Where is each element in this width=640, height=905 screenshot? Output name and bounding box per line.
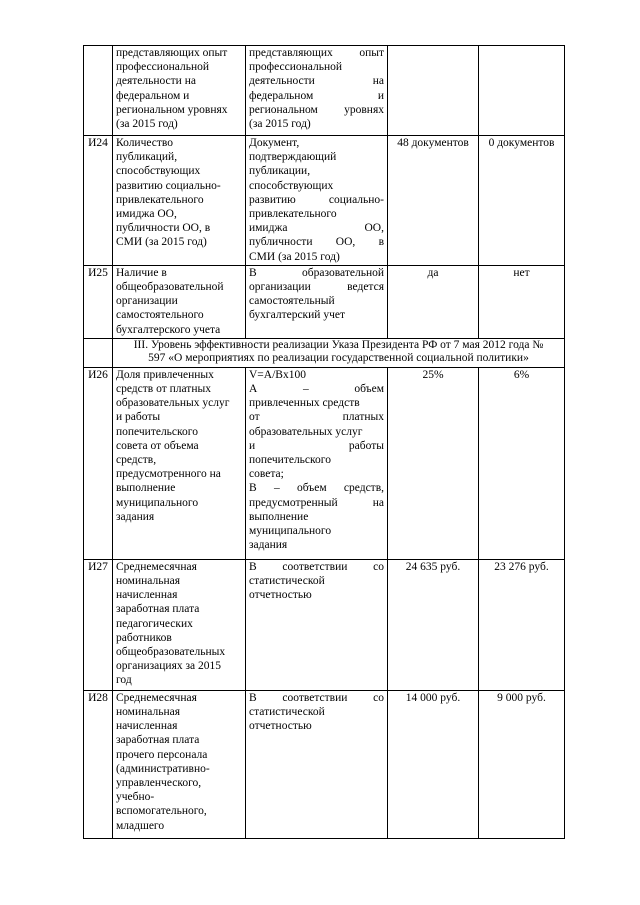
confirming-document xyxy=(246,367,388,559)
target-value: да xyxy=(388,265,479,338)
confirming-document-line: деятельности на xyxy=(249,75,384,88)
indicator-name-line: Доля привлеченных xyxy=(116,368,214,381)
indicator-name-line: общеобразовательных xyxy=(116,646,226,659)
indicator-name-line: СМИ (за 2015 год) xyxy=(116,236,207,249)
indicator-name-line: развитию социально- xyxy=(116,179,221,192)
indicator-name xyxy=(113,46,246,136)
section-header xyxy=(113,338,565,367)
indicators-table-body xyxy=(84,46,565,839)
indicator-name-line: имиджа ОО, xyxy=(116,208,177,221)
indicator-name xyxy=(113,136,246,266)
confirming-document-line: попечительского xyxy=(249,454,331,467)
indicator-name xyxy=(113,367,246,559)
indicator-name-line: управленческого, xyxy=(116,777,202,790)
indicator-name-line: младшего xyxy=(116,819,165,832)
indicator-code: И26 xyxy=(84,367,113,559)
indicator-name xyxy=(113,559,246,690)
table-row xyxy=(84,46,565,136)
confirming-document-line: В соответствии со xyxy=(249,691,384,704)
target-value xyxy=(388,46,479,136)
indicator-name-line: общеобразовательной xyxy=(116,281,224,294)
section-header-spacer xyxy=(84,338,113,367)
section-header-line: III. Уровень эффективности реализации Указа Президента РФ от 7 мая 2012 года № xyxy=(133,338,544,351)
indicator-name-line: учебно- xyxy=(116,791,155,804)
confirming-document-line: выполнение xyxy=(249,510,309,523)
table-row xyxy=(84,265,565,338)
indicator-name-line: совета от объема xyxy=(116,439,199,452)
confirming-document-line: Документ, xyxy=(249,137,300,149)
target-value: 48 документов xyxy=(388,136,479,266)
confirming-document-line: образовательных услуг xyxy=(249,425,363,438)
target-value: 14 000 руб. xyxy=(388,690,479,838)
confirming-document-line: совета; xyxy=(249,468,284,481)
indicator-name-line: начисленная xyxy=(116,589,178,602)
confirming-document-line: и работы xyxy=(249,439,384,452)
confirming-document-line: отчетностью xyxy=(249,720,312,733)
actual-value: нет xyxy=(479,265,565,338)
confirming-document-line: федеральном и xyxy=(249,89,384,102)
indicator-name-line: Среднемесячная xyxy=(116,560,197,573)
actual-value: 23 276 руб. xyxy=(479,559,565,690)
indicator-name-line: предусмотренного на xyxy=(116,468,221,481)
indicator-code: И25 xyxy=(84,265,113,338)
confirming-document-line: задания xyxy=(249,539,288,552)
confirming-document-line: В соответствии со xyxy=(249,560,384,573)
confirming-document-line: В – объем средств, xyxy=(249,482,384,495)
indicator-name-line: представляющих опыт xyxy=(116,47,228,59)
indicator-name-line: привлекательного xyxy=(116,193,204,206)
confirming-document-line: А – объем xyxy=(249,383,384,396)
confirming-document-line: статистической xyxy=(249,706,325,719)
confirming-document-line: муниципального xyxy=(249,525,332,538)
section-header-line: 597 «О мероприятиях по реализации государственной социальной политики» xyxy=(148,352,529,365)
target-value: 24 635 руб. xyxy=(388,559,479,690)
confirming-document-line: отчетностью xyxy=(249,589,312,602)
indicator-name-line: организации xyxy=(116,295,178,308)
indicator-name-line: организациях за 2015 xyxy=(116,660,222,673)
confirming-document-line: региональном уровнях xyxy=(249,103,384,116)
indicator-name-line: номинальная xyxy=(116,575,181,588)
indicator-name-line: самостоятельного xyxy=(116,309,204,322)
table-row xyxy=(84,690,565,838)
indicator-name-line: федеральном и xyxy=(116,89,190,102)
confirming-document-line: В образовательной xyxy=(249,266,384,279)
actual-value: 6% xyxy=(479,367,565,559)
confirming-document-line: самостоятельный xyxy=(249,295,335,308)
indicator-name-line: задания xyxy=(116,510,155,523)
confirming-document-line: профессиональной xyxy=(249,61,343,74)
target-value: 25% xyxy=(388,367,479,559)
indicator-name-line: профессиональной xyxy=(116,61,210,74)
actual-value xyxy=(479,46,565,136)
indicator-code: И27 xyxy=(84,559,113,690)
indicator-name-line: публикаций, xyxy=(116,151,178,164)
confirming-document-line: организации ведется xyxy=(249,281,384,294)
confirming-document xyxy=(246,690,388,838)
confirming-document-line: предусмотренный на xyxy=(249,496,384,509)
indicator-name-line: заработная плата xyxy=(116,603,200,616)
confirming-document-line: (за 2015 год) xyxy=(249,118,311,131)
confirming-document-line: подтверждающий xyxy=(249,151,337,164)
indicator-name-line: Количество xyxy=(116,137,173,149)
indicator-name-line: (административно- xyxy=(116,762,210,775)
confirming-document-line: развитию социально- xyxy=(249,193,384,206)
actual-value: 0 документов xyxy=(479,136,565,266)
indicator-name-line: работников xyxy=(116,631,172,644)
indicators-table xyxy=(83,45,565,839)
confirming-document-line: бухгалтерский учет xyxy=(249,309,345,322)
indicator-name-line: заработная плата xyxy=(116,734,200,747)
indicator-name-line: вспомогательного, xyxy=(116,805,207,818)
confirming-document xyxy=(246,46,388,136)
indicator-name-line: региональном уровнях xyxy=(116,103,228,116)
table-row xyxy=(84,136,565,266)
table-row xyxy=(84,367,565,559)
indicator-name-line: образовательных услуг xyxy=(116,397,230,410)
confirming-document-line: публичности ОО, в xyxy=(249,236,384,249)
confirming-document-line: имиджа ОО, xyxy=(249,222,384,235)
confirming-document-line: представляющих опыт xyxy=(249,47,384,59)
confirming-document-line: СМИ (за 2015 год) xyxy=(249,250,340,263)
confirming-document xyxy=(246,559,388,690)
indicator-name-line: способствующих xyxy=(116,165,201,178)
confirming-document-line: привлекательного xyxy=(249,208,337,221)
indicator-name xyxy=(113,265,246,338)
table-row xyxy=(84,559,565,690)
indicator-name-line: педагогических xyxy=(116,617,193,630)
indicator-name-line: Среднемесячная xyxy=(116,691,197,704)
indicator-name-line: попечительского xyxy=(116,425,198,438)
indicator-name-line: выполнение xyxy=(116,482,176,495)
indicator-code xyxy=(84,46,113,136)
indicator-name-line: начисленная xyxy=(116,720,178,733)
indicator-name-line: публичности ОО, в xyxy=(116,222,211,235)
indicator-name-line: средств от платных xyxy=(116,383,211,396)
indicator-name-line: номинальная xyxy=(116,706,181,719)
section-header-row xyxy=(84,338,565,367)
indicator-name-line: средств, xyxy=(116,454,157,467)
confirming-document-line: от платных xyxy=(249,411,384,424)
indicator-name-line: муниципального xyxy=(116,496,199,509)
confirming-document-line: V=A/Bx100 xyxy=(249,368,306,381)
confirming-document-line: публикации, xyxy=(249,165,311,178)
confirming-document xyxy=(246,136,388,266)
indicator-name-line: бухгалтерского учета xyxy=(116,323,221,336)
indicator-name-line: прочего персонала xyxy=(116,748,208,761)
actual-value: 9 000 руб. xyxy=(479,690,565,838)
indicator-name-line: Наличие в xyxy=(116,266,167,279)
indicator-code: И24 xyxy=(84,136,113,266)
indicator-name-line: деятельности на xyxy=(116,75,196,88)
indicator-code: И28 xyxy=(84,690,113,838)
indicator-name xyxy=(113,690,246,838)
confirming-document-line: способствующих xyxy=(249,179,334,192)
confirming-document-line: привлеченных средств xyxy=(249,397,360,410)
indicator-name-line: (за 2015 год) xyxy=(116,118,178,131)
confirming-document-line: статистической xyxy=(249,575,325,588)
indicator-name-line: год xyxy=(116,674,132,687)
confirming-document xyxy=(246,265,388,338)
indicator-name-line: и работы xyxy=(116,411,161,424)
